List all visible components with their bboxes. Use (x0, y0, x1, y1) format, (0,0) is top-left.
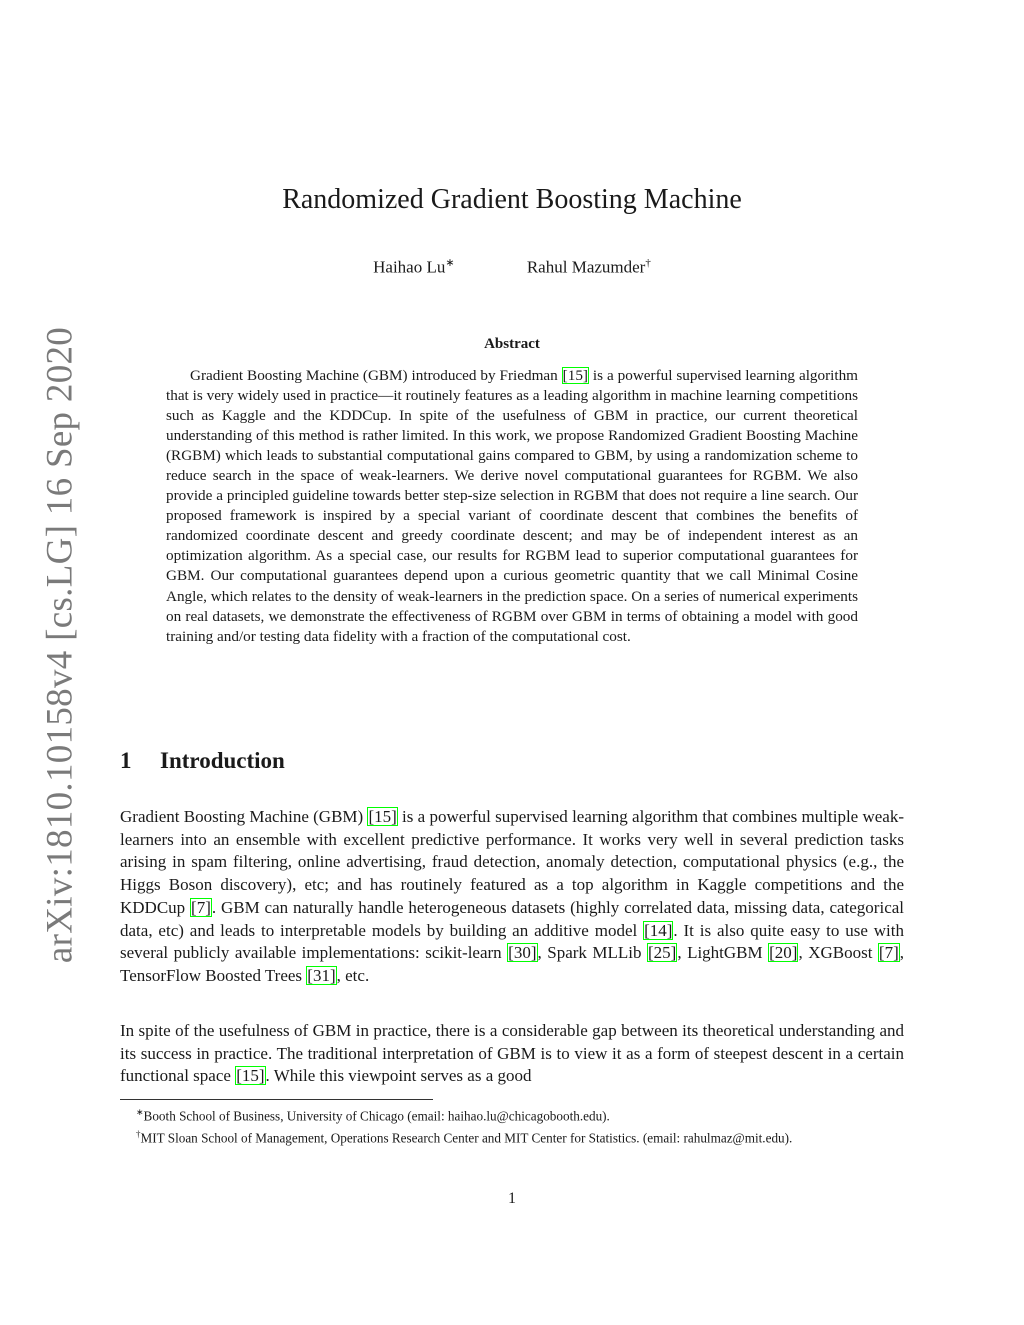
footnotes (120, 1103, 904, 1148)
author-2: Rahul Mazumder† (526, 257, 651, 277)
footnote-1: ∗Booth School of Business, University of Chicago (email: haihao.lu@chicagobooth.edu). (136, 1107, 610, 1124)
citation-link[interactable]: [7] (878, 943, 899, 963)
footnote-divider (120, 1099, 433, 1100)
author-list (0, 256, 1024, 278)
citation-link[interactable]: [30] (508, 943, 537, 963)
author-2-footnote-mark: † (645, 257, 651, 269)
page-number: 1 (508, 1190, 516, 1207)
paper-title: Randomized Gradient Boosting Machine (282, 184, 742, 215)
author-1-footnote-mark: ∗ (445, 257, 455, 269)
author-1: Haihao Lu∗ (373, 257, 455, 277)
citation-link[interactable]: [7] (191, 897, 211, 917)
citation-link[interactable]: [25] (648, 943, 677, 963)
arxiv-identifier-stamp: arXiv:1810.10158v4 [cs.LG] 16 Sep 2020 (39, 326, 81, 964)
citation-link[interactable]: [31] (307, 965, 336, 985)
citation-link[interactable]: [20] (769, 943, 798, 963)
abstract-body: Gradient Boosting Machine (GBM) introduced by Friedman [15] is a powerful supervised learning algorithm that is very widely used in practice—it routinely features as a leading algorithm in machine learning competitions such as Kaggle and the KDDCup. In spite of the usefulness of GBM in practice, our current theoretical understanding of this method is rather limited. In this work, we propose Randomized Gradient Boosting Machine (RGBM) which leads to substantial computational gains compared to GBM, by using a randomization scheme to reduce search in the space of weak-learners. We derive novel computational guarantees for RGBM. We also provide a principled guideline towards better step-size selection in RGBM that does not require a line search. Our proposed framework is inspired by a special variant of coordinate descent that combines the benefits of randomized coordinate descent and greedy coordinate descent; and may be of independent interest as an optimization algorithm. As a special case, our results for RGBM lead to superior computational guarantees for GBM. Our computational guarantees depend upon a curious geometric quantity that we call Minimal Cosine Angle, which relates to the density of weak-learners in the prediction space. On a series of numerical experiments on real datasets, we demonstrate the effectiveness of RGBM over GBM in terms of obtaining a model with good training and/or testing data fidelity with a fraction of the computational cost. (166, 367, 858, 645)
section-title: Introduction (160, 748, 285, 773)
citation-link[interactable]: [15] (368, 807, 397, 826)
citation-link[interactable]: [14] (644, 920, 673, 940)
section-number: 1 (120, 748, 132, 773)
footnote-2: †MIT Sloan School of Management, Operations Research Center and MIT Center for Statistics. (email: rahulmaz@mit.edu). (136, 1129, 793, 1146)
intro-paragraph-1: Gradient Boosting Machine (GBM) [15] is a powerful supervised learning algorithm that combines multiple weak-learners into an ensemble with excellent predictive performance. It works very well in several prediction tasks arising in spam filtering, online advertising, fraud detection, anomaly detection, computational physics (e.g., the Higgs Boson discovery), etc; and has routinely featured as a top algorithm in Kaggle competitions and the KDDCup [7]. GBM can naturally handle heterogeneous datasets (highly correlated data, missing data, categorical data, etc) and leads to interpretable models by building an additive model [14]. It is also quite easy to use with several publicly available implementations: scikit-learn [30], Spark MLLib [25], LightGBM [20], XGBoost [7], TensorFlow Boosted Trees [31], etc. (120, 807, 905, 985)
citation-link[interactable]: [15] (236, 1066, 265, 1086)
citation-link[interactable]: [15] (562, 367, 588, 384)
section-heading-introduction (120, 748, 285, 774)
intro-paragraph-2: In spite of the usefulness of GBM in practice, there is a considerable gap between its theoretical understanding and its success in practice. The traditional interpretation of GBM is to view it as a form of steepest descent in a certain functional space [15]. While this viewpoint serves as a good (120, 1021, 904, 1086)
abstract-heading: Abstract (484, 336, 540, 352)
